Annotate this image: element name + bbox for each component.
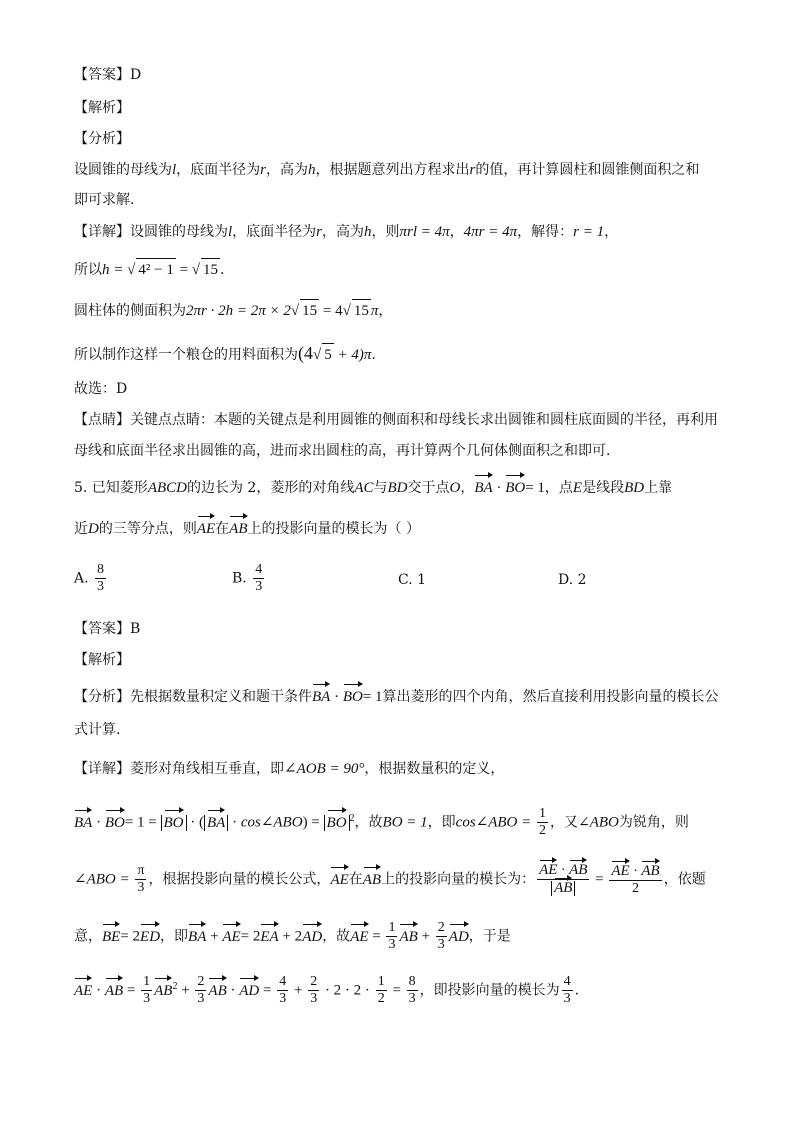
option-b[interactable]: B. $\frac{4}{3}$ [232, 562, 263, 594]
q4-answer-line [74, 64, 724, 86]
q4-fenxi-line1: 设圆锥的母线为l，底面半径为r，高为h，根据题意列出方程求出r的值，再计算圆柱和圆锥侧面积之和 [74, 162, 700, 178]
q5-detail-line5: AE · AB = $\frac{1}{3}$ $AB^2$ + $\frac{2}{3}$ AB · AD = $\frac{4}{3}$ + $\frac{2}{3}$ · 2 · 2 · $\frac{1}{2}$ = $\frac{8}{3}$ ，即投影向量的模长为 $\frac{4}{3}$ . [74, 974, 580, 1006]
q5-analysis-label: 【解析】 [74, 652, 130, 668]
q5-fenxi-line1: 【分析】先根据数量积定义和题干条件BA · BO= 1算出菱形的四个内角，然后直接利用投影向量的模长公 [74, 686, 724, 708]
option-a[interactable]: A. $\frac{8}{3}$ [74, 562, 105, 594]
q5-detail-line3: ∠ABO = $\frac{\pi}{3}$ ，根据投影向量的模长公式，AE在AB上的投影向量的模长为： $\frac{AE \cdot AB}{AB}$ = $\frac{AE \cdot AB}{2}$ ，依题 [74, 862, 706, 896]
q5-detail-line1: 【详解】菱形对角线相互垂直，即∠AOB = 90°，根据数量积的定义， [74, 761, 505, 777]
q4-detail-line1: 【详解】设圆锥的母线为l，底面半径为r，高为h，则πrl = 4π，4πr = 4π，解得：r = 1， [74, 224, 619, 240]
q4-key-line2: 母线和底面半径求出圆锥的高，进而求出圆柱的高，再计算两个几何体侧面积之和即可. [74, 443, 611, 459]
q4-fenxi-label: 【分析】 [74, 131, 130, 147]
answer-value: D [130, 67, 142, 83]
q5-answer-line: 【答案】B [74, 621, 141, 637]
q4-fenxi-line2: 即可求解. [74, 192, 135, 208]
q4-height-line: 所以h = √ 4² − 1 = √ 15 . [74, 258, 724, 281]
q5-fenxi-line2: 式计算. [74, 722, 121, 738]
q4-analysis-label: 【解析】 [74, 100, 130, 116]
q5-detail-line4: 意，BE= 2ED，即BA + AE= 2EA + 2AD，故AE = $\frac{1}{3}$ AB + $\frac{2}{3}$ AD，于是 [74, 920, 511, 952]
q4-cylinder-line: 圆柱体的侧面积为2πr · 2h = 2π × 2√ 15 = 4√ 15 π， [74, 299, 724, 322]
q5-stem-line2: 近D的三等分点，则AE在AB上的投影向量的模长为（ ） [74, 518, 724, 540]
q4-choose-line: 故选：D [74, 381, 128, 397]
q4-key-line1: 【点睛】关键点点睛：本题的关键点是利用圆锥的侧面积和母线长求出圆锥和圆柱底面圆的半径，再利用 [74, 412, 718, 428]
q5-stem-line1: 5. 已知菱形ABCD的边长为 2，菱形的对角线AC与BD交于点O，BA · BO= 1，点E是线段BD上靠 [74, 477, 724, 499]
q4-total-line: 所以制作这样一个粮仓的用料面积为(4√ 5 + 4)π. [74, 342, 724, 366]
q5-detail-line2: BA · BO= 1 = BO · ( BA · cos∠ABO) = BO $^2$，故BO = 1，即cos∠ABO = $\frac{1}{2}$ ，又∠ABO为锐角，则 [74, 806, 689, 838]
question-number: 5. [74, 480, 88, 496]
option-d[interactable]: D. 2 [558, 572, 587, 588]
option-c[interactable]: C. 1 [398, 572, 427, 588]
answer-label: 【答案】 [74, 67, 130, 83]
